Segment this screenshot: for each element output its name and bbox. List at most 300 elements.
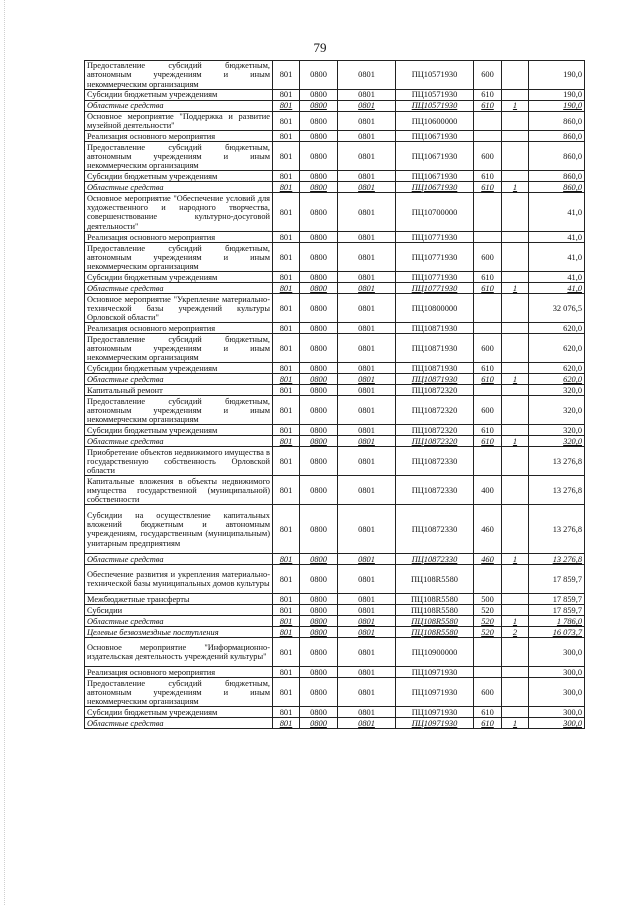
expense-type-cell: 520 xyxy=(474,605,502,616)
funding-source-cell xyxy=(502,565,529,594)
subsection-code-cell: 0801 xyxy=(338,436,396,447)
row-name-cell: Субсидии на осуществление капитальных вложений бюджетным и автономным учреждениям, государственным (муниципальным) унитарным предприятиям xyxy=(85,505,273,554)
section-code-cell: 0800 xyxy=(300,476,338,505)
funding-source-cell: 1 xyxy=(502,718,529,729)
subsection-code-cell: 0801 xyxy=(338,385,396,396)
subsection-code-cell: 0801 xyxy=(338,142,396,171)
table-row xyxy=(85,436,585,447)
amount-cell: 13 276,8 xyxy=(529,476,585,505)
expense-type-cell xyxy=(474,447,502,476)
target-article-cell: ПЦ10872320 xyxy=(396,385,474,396)
subsection-code-cell: 0801 xyxy=(338,554,396,565)
scan-edge xyxy=(4,0,6,905)
row-name-cell: Обеспечение развития и укрепления материально-технической базы муниципальных домов культуры xyxy=(85,565,273,594)
page-number: 79 xyxy=(313,40,327,55)
ministry-code-cell: 801 xyxy=(273,294,300,323)
amount-cell: 17 859,7 xyxy=(529,605,585,616)
target-article-cell: ПЦ108R5580 xyxy=(396,627,474,638)
section-code-cell: 0800 xyxy=(300,171,338,182)
row-name-cell: Областные средства xyxy=(85,436,273,447)
ministry-code-cell: 801 xyxy=(273,505,300,554)
subsection-code-cell: 0801 xyxy=(338,396,396,425)
budget-table xyxy=(84,60,585,729)
ministry-code-cell: 801 xyxy=(273,667,300,678)
funding-source-cell xyxy=(502,112,529,131)
section-code-cell: 0800 xyxy=(300,616,338,627)
amount-cell: 190,0 xyxy=(529,90,585,101)
subsection-code-cell: 0801 xyxy=(338,283,396,294)
ministry-code-cell: 801 xyxy=(273,385,300,396)
row-name-cell: Предоставление субсидий бюджетным, автономным учреждениям и иным некоммерческим организациям xyxy=(85,61,273,90)
section-code-cell: 0800 xyxy=(300,131,338,142)
funding-source-cell: 1 xyxy=(502,101,529,112)
row-name-cell: Основное мероприятие "Информационно-издательская деятельность учреждений культуры" xyxy=(85,638,273,667)
funding-source-cell xyxy=(502,171,529,182)
ministry-code-cell: 801 xyxy=(273,678,300,707)
amount-cell: 300,0 xyxy=(529,667,585,678)
amount-cell: 300,0 xyxy=(529,678,585,707)
amount-cell: 860,0 xyxy=(529,171,585,182)
target-article-cell: ПЦ10872330 xyxy=(396,554,474,565)
funding-source-cell xyxy=(502,131,529,142)
expense-type-cell xyxy=(474,638,502,667)
subsection-code-cell: 0801 xyxy=(338,182,396,193)
table-row xyxy=(85,374,585,385)
target-article-cell: ПЦ10971930 xyxy=(396,678,474,707)
target-article-cell: ПЦ10971930 xyxy=(396,718,474,729)
funding-source-cell xyxy=(502,90,529,101)
section-code-cell: 0800 xyxy=(300,505,338,554)
target-article-cell: ПЦ10671930 xyxy=(396,131,474,142)
subsection-code-cell: 0801 xyxy=(338,627,396,638)
table-row xyxy=(85,90,585,101)
section-code-cell: 0800 xyxy=(300,334,338,363)
amount-cell: 41,0 xyxy=(529,283,585,294)
ministry-code-cell: 801 xyxy=(273,554,300,565)
funding-source-cell: 1 xyxy=(502,436,529,447)
target-article-cell: ПЦ10571930 xyxy=(396,90,474,101)
row-name-cell: Областные средства xyxy=(85,283,273,294)
subsection-code-cell: 0801 xyxy=(338,193,396,232)
target-article-cell: ПЦ10771930 xyxy=(396,232,474,243)
section-code-cell: 0800 xyxy=(300,554,338,565)
expense-type-cell xyxy=(474,131,502,142)
row-name-cell: Капитальные вложения в объекты недвижимого имущества государственной (муниципальной) собственности xyxy=(85,476,273,505)
funding-source-cell xyxy=(502,505,529,554)
section-code-cell: 0800 xyxy=(300,436,338,447)
row-name-cell: Межбюджетные трансферты xyxy=(85,594,273,605)
target-article-cell: ПЦ108R5580 xyxy=(396,594,474,605)
target-article-cell: ПЦ10871930 xyxy=(396,334,474,363)
table-row xyxy=(85,678,585,707)
funding-source-cell xyxy=(502,476,529,505)
amount-cell: 190,0 xyxy=(529,101,585,112)
ministry-code-cell: 801 xyxy=(273,425,300,436)
target-article-cell: ПЦ108R5580 xyxy=(396,565,474,594)
subsection-code-cell: 0801 xyxy=(338,594,396,605)
table-row xyxy=(85,171,585,182)
expense-type-cell: 460 xyxy=(474,505,502,554)
amount-cell: 320,0 xyxy=(529,385,585,396)
row-name-cell: Капитальный ремонт xyxy=(85,385,273,396)
section-code-cell: 0800 xyxy=(300,385,338,396)
row-name-cell: Основное мероприятие "Укрепление материально-технической базы учреждений культуры Орловской области" xyxy=(85,294,273,323)
row-name-cell: Предоставление субсидий бюджетным, автономным учреждениям и иным некоммерческим организациям xyxy=(85,334,273,363)
subsection-code-cell: 0801 xyxy=(338,505,396,554)
funding-source-cell: 1 xyxy=(502,182,529,193)
target-article-cell: ПЦ10671930 xyxy=(396,142,474,171)
section-code-cell: 0800 xyxy=(300,718,338,729)
table-row xyxy=(85,667,585,678)
section-code-cell: 0800 xyxy=(300,363,338,374)
row-name-cell: Субсидии бюджетным учреждениям xyxy=(85,707,273,718)
subsection-code-cell: 0801 xyxy=(338,294,396,323)
subsection-code-cell: 0801 xyxy=(338,374,396,385)
ministry-code-cell: 801 xyxy=(273,436,300,447)
funding-source-cell xyxy=(502,193,529,232)
ministry-code-cell: 801 xyxy=(273,232,300,243)
amount-cell: 620,0 xyxy=(529,334,585,363)
target-article-cell: ПЦ10800000 xyxy=(396,294,474,323)
target-article-cell: ПЦ10700000 xyxy=(396,193,474,232)
row-name-cell: Приобретение объектов недвижимого имущества в государственную собственность Орловской области xyxy=(85,447,273,476)
subsection-code-cell: 0801 xyxy=(338,61,396,90)
subsection-code-cell: 0801 xyxy=(338,667,396,678)
target-article-cell: ПЦ10872330 xyxy=(396,476,474,505)
section-code-cell: 0800 xyxy=(300,101,338,112)
row-name-cell: Предоставление субсидий бюджетным, автономным учреждениям и иным некоммерческим организациям xyxy=(85,142,273,171)
funding-source-cell xyxy=(502,425,529,436)
row-name-cell: Реализация основного мероприятия xyxy=(85,131,273,142)
subsection-code-cell: 0801 xyxy=(338,447,396,476)
expense-type-cell: 520 xyxy=(474,627,502,638)
expense-type-cell: 610 xyxy=(474,707,502,718)
expense-type-cell xyxy=(474,565,502,594)
row-name-cell: Основное мероприятие "Поддержка и развитие музейной деятельности" xyxy=(85,112,273,131)
target-article-cell: ПЦ10771930 xyxy=(396,243,474,272)
table-row xyxy=(85,294,585,323)
amount-cell: 320,0 xyxy=(529,436,585,447)
subsection-code-cell: 0801 xyxy=(338,476,396,505)
funding-source-cell xyxy=(502,678,529,707)
target-article-cell: ПЦ10871930 xyxy=(396,374,474,385)
expense-type-cell: 610 xyxy=(474,171,502,182)
table-row xyxy=(85,707,585,718)
row-name-cell: Реализация основного мероприятия xyxy=(85,323,273,334)
table-row xyxy=(85,425,585,436)
expense-type-cell xyxy=(474,323,502,334)
amount-cell: 41,0 xyxy=(529,232,585,243)
section-code-cell: 0800 xyxy=(300,61,338,90)
target-article-cell: ПЦ10871930 xyxy=(396,363,474,374)
amount-cell: 860,0 xyxy=(529,182,585,193)
ministry-code-cell: 801 xyxy=(273,323,300,334)
funding-source-cell xyxy=(502,61,529,90)
ministry-code-cell: 801 xyxy=(273,476,300,505)
expense-type-cell: 400 xyxy=(474,476,502,505)
target-article-cell: ПЦ10872330 xyxy=(396,505,474,554)
table-row xyxy=(85,334,585,363)
section-code-cell: 0800 xyxy=(300,678,338,707)
target-article-cell: ПЦ10872320 xyxy=(396,436,474,447)
funding-source-cell xyxy=(502,396,529,425)
section-code-cell: 0800 xyxy=(300,142,338,171)
expense-type-cell xyxy=(474,193,502,232)
funding-source-cell xyxy=(502,334,529,363)
amount-cell: 300,0 xyxy=(529,707,585,718)
table-row xyxy=(85,193,585,232)
section-code-cell: 0800 xyxy=(300,112,338,131)
row-name-cell: Областные средства xyxy=(85,616,273,627)
ministry-code-cell: 801 xyxy=(273,616,300,627)
target-article-cell: ПЦ10671930 xyxy=(396,182,474,193)
section-code-cell: 0800 xyxy=(300,193,338,232)
funding-source-cell xyxy=(502,243,529,272)
target-article-cell: ПЦ10600000 xyxy=(396,112,474,131)
table-row xyxy=(85,605,585,616)
section-code-cell: 0800 xyxy=(300,232,338,243)
funding-source-cell xyxy=(502,142,529,171)
section-code-cell: 0800 xyxy=(300,272,338,283)
amount-cell: 300,0 xyxy=(529,718,585,729)
ministry-code-cell: 801 xyxy=(273,565,300,594)
target-article-cell: ПЦ10872330 xyxy=(396,447,474,476)
target-article-cell: ПЦ10872320 xyxy=(396,396,474,425)
expense-type-cell: 610 xyxy=(474,272,502,283)
row-name-cell: Субсидии бюджетным учреждениям xyxy=(85,171,273,182)
row-name-cell: Предоставление субсидий бюджетным, автономным учреждениям и иным некоммерческим организациям xyxy=(85,243,273,272)
table-row xyxy=(85,505,585,554)
amount-cell: 17 859,7 xyxy=(529,594,585,605)
expense-type-cell: 600 xyxy=(474,61,502,90)
target-article-cell: ПЦ10771930 xyxy=(396,283,474,294)
table-row xyxy=(85,232,585,243)
ministry-code-cell: 801 xyxy=(273,243,300,272)
expense-type-cell: 610 xyxy=(474,718,502,729)
ministry-code-cell: 801 xyxy=(273,131,300,142)
ministry-code-cell: 801 xyxy=(273,283,300,294)
subsection-code-cell: 0801 xyxy=(338,605,396,616)
ministry-code-cell: 801 xyxy=(273,447,300,476)
row-name-cell: Целевые безвозмездные поступления xyxy=(85,627,273,638)
expense-type-cell: 600 xyxy=(474,678,502,707)
target-article-cell: ПЦ108R5580 xyxy=(396,605,474,616)
expense-type-cell xyxy=(474,385,502,396)
table-row xyxy=(85,396,585,425)
subsection-code-cell: 0801 xyxy=(338,232,396,243)
ministry-code-cell: 801 xyxy=(273,396,300,425)
ministry-code-cell: 801 xyxy=(273,112,300,131)
ministry-code-cell: 801 xyxy=(273,627,300,638)
amount-cell: 860,0 xyxy=(529,142,585,171)
ministry-code-cell: 801 xyxy=(273,707,300,718)
subsection-code-cell: 0801 xyxy=(338,272,396,283)
funding-source-cell: 1 xyxy=(502,554,529,565)
table-row xyxy=(85,565,585,594)
ministry-code-cell: 801 xyxy=(273,334,300,363)
table-row xyxy=(85,476,585,505)
expense-type-cell: 610 xyxy=(474,363,502,374)
expense-type-cell: 610 xyxy=(474,101,502,112)
amount-cell: 860,0 xyxy=(529,131,585,142)
expense-type-cell: 610 xyxy=(474,425,502,436)
table-row xyxy=(85,243,585,272)
amount-cell: 1 786,0 xyxy=(529,616,585,627)
table-row xyxy=(85,638,585,667)
subsection-code-cell: 0801 xyxy=(338,101,396,112)
subsection-code-cell: 0801 xyxy=(338,112,396,131)
subsection-code-cell: 0801 xyxy=(338,565,396,594)
amount-cell: 320,0 xyxy=(529,396,585,425)
amount-cell: 320,0 xyxy=(529,425,585,436)
amount-cell: 41,0 xyxy=(529,272,585,283)
expense-type-cell: 600 xyxy=(474,142,502,171)
amount-cell: 17 859,7 xyxy=(529,565,585,594)
subsection-code-cell: 0801 xyxy=(338,131,396,142)
table-row xyxy=(85,131,585,142)
table-row xyxy=(85,323,585,334)
funding-source-cell: 1 xyxy=(502,374,529,385)
section-code-cell: 0800 xyxy=(300,243,338,272)
target-article-cell: ПЦ10971930 xyxy=(396,667,474,678)
ministry-code-cell: 801 xyxy=(273,363,300,374)
target-article-cell: ПЦ10671930 xyxy=(396,171,474,182)
subsection-code-cell: 0801 xyxy=(338,616,396,627)
table-row xyxy=(85,718,585,729)
subsection-code-cell: 0801 xyxy=(338,90,396,101)
table-row xyxy=(85,447,585,476)
subsection-code-cell: 0801 xyxy=(338,718,396,729)
section-code-cell: 0800 xyxy=(300,594,338,605)
expense-type-cell: 610 xyxy=(474,283,502,294)
section-code-cell: 0800 xyxy=(300,182,338,193)
amount-cell: 620,0 xyxy=(529,363,585,374)
expense-type-cell: 600 xyxy=(474,243,502,272)
ministry-code-cell: 801 xyxy=(273,142,300,171)
row-name-cell: Областные средства xyxy=(85,182,273,193)
row-name-cell: Предоставление субсидий бюджетным, автономным учреждениям и иным некоммерческим организациям xyxy=(85,396,273,425)
row-name-cell: Основное мероприятие "Обеспечение условий для художественного и народного творчества, совершенствование культурно-досуговой деятельности" xyxy=(85,193,273,232)
table-row xyxy=(85,283,585,294)
subsection-code-cell: 0801 xyxy=(338,334,396,363)
amount-cell: 190,0 xyxy=(529,61,585,90)
ministry-code-cell: 801 xyxy=(273,171,300,182)
amount-cell: 41,0 xyxy=(529,243,585,272)
funding-source-cell xyxy=(502,707,529,718)
table-row xyxy=(85,101,585,112)
target-article-cell: ПЦ108R5580 xyxy=(396,616,474,627)
table-body xyxy=(85,61,585,729)
subsection-code-cell: 0801 xyxy=(338,678,396,707)
ministry-code-cell: 801 xyxy=(273,605,300,616)
target-article-cell: ПЦ10971930 xyxy=(396,707,474,718)
row-name-cell: Субсидии xyxy=(85,605,273,616)
table-row xyxy=(85,363,585,374)
amount-cell: 16 073,7 xyxy=(529,627,585,638)
ministry-code-cell: 801 xyxy=(273,90,300,101)
subsection-code-cell: 0801 xyxy=(338,425,396,436)
ministry-code-cell: 801 xyxy=(273,638,300,667)
row-name-cell: Субсидии бюджетным учреждениям xyxy=(85,425,273,436)
ministry-code-cell: 801 xyxy=(273,101,300,112)
table-row xyxy=(85,61,585,90)
target-article-cell: ПЦ10900000 xyxy=(396,638,474,667)
table-row xyxy=(85,112,585,131)
expense-type-cell: 460 xyxy=(474,554,502,565)
funding-source-cell xyxy=(502,323,529,334)
subsection-code-cell: 0801 xyxy=(338,707,396,718)
target-article-cell: ПЦ10771930 xyxy=(396,272,474,283)
target-article-cell: ПЦ10871930 xyxy=(396,323,474,334)
table-row xyxy=(85,554,585,565)
row-name-cell: Областные средства xyxy=(85,101,273,112)
table-row xyxy=(85,616,585,627)
funding-source-cell xyxy=(502,638,529,667)
section-code-cell: 0800 xyxy=(300,323,338,334)
expense-type-cell: 500 xyxy=(474,594,502,605)
subsection-code-cell: 0801 xyxy=(338,323,396,334)
expense-type-cell: 610 xyxy=(474,90,502,101)
ministry-code-cell: 801 xyxy=(273,594,300,605)
section-code-cell: 0800 xyxy=(300,627,338,638)
table-row xyxy=(85,142,585,171)
ministry-code-cell: 801 xyxy=(273,374,300,385)
ministry-code-cell: 801 xyxy=(273,182,300,193)
row-name-cell: Областные средства xyxy=(85,718,273,729)
funding-source-cell: 1 xyxy=(502,616,529,627)
section-code-cell: 0800 xyxy=(300,283,338,294)
ministry-code-cell: 801 xyxy=(273,193,300,232)
section-code-cell: 0800 xyxy=(300,707,338,718)
row-name-cell: Предоставление субсидий бюджетным, автономным учреждениям и иным некоммерческим организациям xyxy=(85,678,273,707)
expense-type-cell: 600 xyxy=(474,396,502,425)
expense-type-cell: 610 xyxy=(474,182,502,193)
funding-source-cell xyxy=(502,667,529,678)
section-code-cell: 0800 xyxy=(300,605,338,616)
funding-source-cell xyxy=(502,605,529,616)
section-code-cell: 0800 xyxy=(300,294,338,323)
table-row xyxy=(85,272,585,283)
section-code-cell: 0800 xyxy=(300,638,338,667)
row-name-cell: Субсидии бюджетным учреждениям xyxy=(85,272,273,283)
section-code-cell: 0800 xyxy=(300,396,338,425)
section-code-cell: 0800 xyxy=(300,374,338,385)
table-row xyxy=(85,182,585,193)
row-name-cell: Областные средства xyxy=(85,554,273,565)
funding-source-cell xyxy=(502,272,529,283)
funding-source-cell xyxy=(502,385,529,396)
subsection-code-cell: 0801 xyxy=(338,363,396,374)
amount-cell: 13 276,8 xyxy=(529,447,585,476)
expense-type-cell: 610 xyxy=(474,436,502,447)
table-row xyxy=(85,627,585,638)
amount-cell: 860,0 xyxy=(529,112,585,131)
target-article-cell: ПЦ10872320 xyxy=(396,425,474,436)
subsection-code-cell: 0801 xyxy=(338,638,396,667)
ministry-code-cell: 801 xyxy=(273,718,300,729)
amount-cell: 32 076,5 xyxy=(529,294,585,323)
amount-cell: 13 276,8 xyxy=(529,554,585,565)
section-code-cell: 0800 xyxy=(300,447,338,476)
funding-source-cell xyxy=(502,447,529,476)
funding-source-cell: 1 xyxy=(502,283,529,294)
target-article-cell: ПЦ10571930 xyxy=(396,101,474,112)
row-name-cell: Реализация основного мероприятия xyxy=(85,667,273,678)
table-row xyxy=(85,385,585,396)
subsection-code-cell: 0801 xyxy=(338,243,396,272)
expense-type-cell: 520 xyxy=(474,616,502,627)
row-name-cell: Реализация основного мероприятия xyxy=(85,232,273,243)
